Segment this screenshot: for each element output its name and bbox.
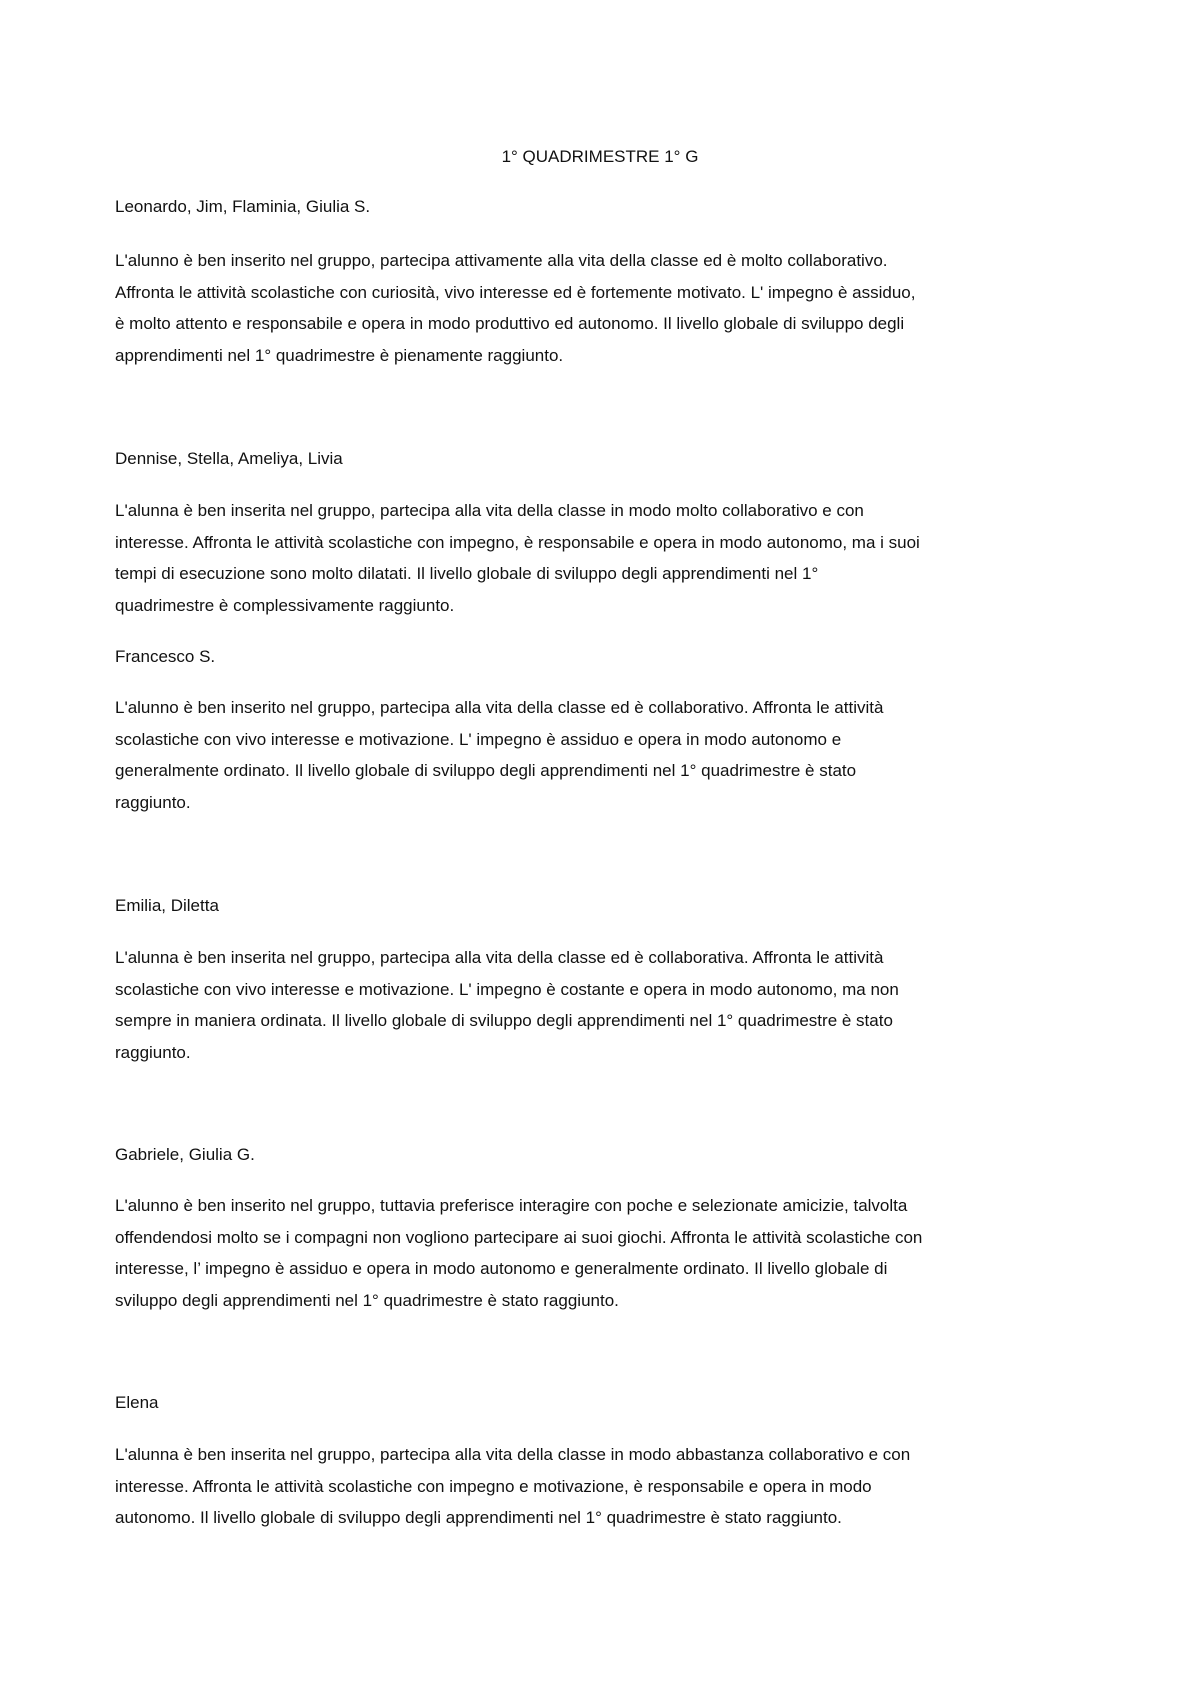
paragraph-line: L'alunno è ben inserito nel gruppo, partecipa attivamente alla vita della classe ed è molto collaborativo. (115, 251, 888, 270)
paragraph-line: L'alunno è ben inserito nel gruppo, partecipa alla vita della classe ed è collaborativo. Affronta le attività (115, 698, 884, 717)
student-names: Dennise, Stella, Ameliya, Livia (115, 449, 343, 468)
paragraph-line: autonomo. Il livello globale di sviluppo degli apprendimenti nel 1° quadrimestre è stato raggiunto. (115, 1508, 842, 1527)
paragraph-line: L'alunna è ben inserita nel gruppo, partecipa alla vita della classe in modo abbastanza collaborativo e con (115, 1445, 911, 1464)
evaluation-paragraph (115, 495, 1095, 621)
paragraph-line: Affronta le attività scolastiche con curiosità, vivo interesse ed è fortemente motivato. L' impegno è assiduo, (115, 282, 916, 302)
paragraph-line: L'alunna è ben inserita nel gruppo, partecipa alla vita della classe ed è collaborativa. Affronta le attività (115, 948, 884, 967)
student-names: Gabriele, Giulia G. (115, 1145, 255, 1164)
evaluation-paragraph (115, 1439, 1095, 1534)
paragraph-line: sempre in maniera ordinata. Il livello globale di sviluppo degli apprendimenti nel 1° quadrimestre è stato (115, 1011, 893, 1030)
paragraph-line: raggiunto. (115, 792, 191, 812)
paragraph-line: L'alunna è ben inserita nel gruppo, partecipa alla vita della classe in modo molto collaborativo e con (115, 501, 864, 520)
document-title: 1° QUADRIMESTRE 1° G (501, 147, 699, 166)
student-names: Francesco S. (115, 647, 216, 666)
paragraph-line: scolastiche con vivo interesse e motivazione. L' impegno è assiduo e opera in modo autonomo e (115, 729, 842, 749)
paragraph-line: scolastiche con vivo interesse e motivazione. L' impegno è costante e opera in modo autonomo, ma non (115, 979, 899, 999)
paragraph-line: quadrimestre è complessivamente raggiunto. (115, 595, 455, 615)
paragraph-line: raggiunto. (115, 1042, 191, 1062)
student-names: Emilia, Diletta (115, 896, 219, 915)
evaluation-paragraph (115, 692, 1095, 818)
paragraph-line: L'alunno è ben inserito nel gruppo, tuttavia preferisce interagire con poche e selezionate amicizie, talvolta (115, 1196, 908, 1215)
paragraph-line: interesse. Affronta le attività scolastiche con impegno e motivazione, è responsabile e opera in modo (115, 1476, 872, 1496)
student-names: Leonardo, Jim, Flaminia, Giulia S. (115, 197, 371, 216)
paragraph-line: generalmente ordinato. Il livello globale di sviluppo degli apprendimenti nel 1° quadrimestre è stato (115, 761, 857, 780)
paragraph-line: sviluppo degli apprendimenti nel 1° quadrimestre è stato raggiunto. (115, 1290, 619, 1310)
evaluation-paragraph (115, 245, 1095, 371)
paragraph-line: apprendimenti nel 1° quadrimestre è pienamente raggiunto. (115, 345, 564, 365)
evaluation-paragraph (115, 942, 1095, 1068)
paragraph-line: è molto attento e responsabile e opera in modo produttivo ed autonomo. Il livello globale di sviluppo degli (115, 314, 905, 333)
evaluation-paragraph (115, 1190, 1095, 1316)
paragraph-line: tempi di esecuzione sono molto dilatati. Il livello globale di sviluppo degli apprendimenti nel 1° (115, 564, 819, 583)
paragraph-line: interesse. Affronta le attività scolastiche con impegno, è responsabile e opera in modo autonomo, ma i suoi (115, 532, 920, 552)
student-names: Elena (115, 1393, 159, 1412)
paragraph-line: offendendosi molto se i compagni non vogliono partecipare ai suoi giochi. Affronta le attività scolastiche con (115, 1227, 923, 1247)
paragraph-line: interesse, l’ impegno è assiduo e opera in modo autonomo e generalmente ordinato. Il livello globale di (115, 1259, 888, 1278)
